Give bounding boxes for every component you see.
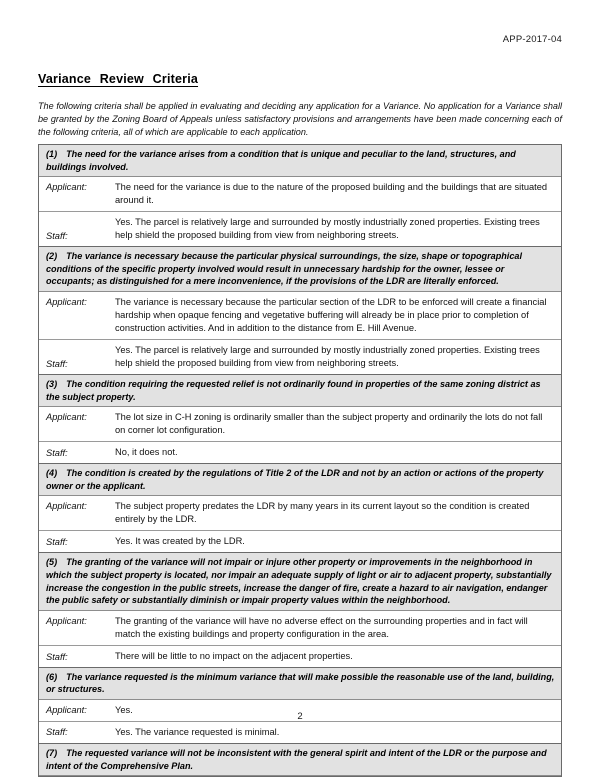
response-label-applicant: Applicant: (46, 412, 87, 423)
response-row-applicant (39, 407, 561, 442)
response-label-staff: Staff: (46, 231, 68, 242)
criterion-number: (2) (46, 251, 58, 262)
criterion-heading (39, 668, 561, 700)
criterion-block (39, 247, 561, 375)
response-text-staff: Yes. The parcel is relatively large and surrounded by mostly industrially zoned properties. Existing trees help shield the proposed building from view from neighboring streets. (115, 217, 540, 241)
response-label-staff: Staff: (46, 726, 68, 737)
criterion-block (39, 145, 561, 247)
response-row-staff (39, 212, 561, 246)
criterion-block (39, 553, 561, 667)
response-label-applicant: Applicant: (46, 704, 87, 715)
response-label-applicant: Applicant: (46, 296, 87, 307)
criterion-block (39, 668, 561, 744)
response-text-staff: Yes. The parcel is relatively large and surrounded by mostly industrially zoned properties. Existing trees help shield the proposed building from view from neighboring streets. (115, 344, 540, 368)
response-row-applicant (39, 496, 561, 531)
criterion-text: The variance is necessary because the particular physical surroundings, the size, shape or topographical conditions of the specific property involved would result in unnecessary hardship for the owner, lessee or occupants; as distinguished for a mere inconvenience, if the provisions of the LDR are literally enforced. (46, 251, 522, 287)
page-title: Variance Review Criteria (38, 72, 199, 86)
response-row-staff (39, 646, 561, 667)
criterion-block (39, 744, 561, 777)
criterion-text: The condition requiring the requested relief is not ordinarily found in properties of the same zoning district as the subject property. (46, 378, 541, 402)
response-label-applicant: Applicant: (46, 501, 87, 512)
criterion-number: (5) (46, 557, 58, 568)
response-label-applicant: Applicant: (46, 615, 87, 626)
response-label-staff: Staff: (46, 651, 68, 662)
response-text-applicant: The variance is necessary because the particular section of the LDR to be enforced will create a financial hardship when opaque fencing and vegetative buffering will already be in place prior to completion of construction activities. And in addition to the distance from E. Hill Avenue. (115, 296, 547, 333)
response-text-staff: There will be little to no impact on the adjacent properties. (115, 650, 353, 661)
response-row-staff (39, 722, 561, 743)
criterion-text: The granting of the variance will not impair or injure other property or improvements in the neighborhood in which the subject property is located, nor impair an adequate supply of light or air to adjacent property, substantially increase the congestion in the public streets, increase the danger of fire, create a hazard to air navigation, endanger the public safety or substantially diminish or impair property values within the neighborhood. (46, 557, 552, 606)
criterion-text: The need for the variance arises from a condition that is unique and peculiar to the land, structures, and buildings involved. (46, 149, 516, 172)
response-label-staff: Staff: (46, 358, 68, 369)
response-label-staff: Staff: (46, 537, 68, 548)
criterion-heading (39, 145, 561, 177)
response-row-staff (39, 442, 561, 463)
criterion-heading (39, 247, 561, 292)
criterion-heading (39, 553, 561, 610)
response-text-applicant: Yes. (115, 704, 133, 715)
intro-paragraph: The following criteria shall be applied in evaluating and deciding any application for a Variance. No application for a Variance shall be granted by the Zoning Board of Appeals unless satisfactory provisions and arrangements have been made concerning each of the following criteria, all of which are applicable to each application. (38, 101, 562, 138)
response-text-staff: No, it does not. (115, 447, 178, 458)
response-row-staff (39, 531, 561, 552)
response-text-staff: Yes. It was created by the LDR. (115, 536, 245, 547)
criterion-text: The requested variance will not be inconsistent with the general spirit and intent of the LDR or the purpose and intent of the Comprehensive Plan. (46, 747, 547, 771)
criterion-number: (6) (46, 671, 58, 682)
response-text-applicant: The granting of the variance will have no adverse effect on the surrounding properties and in fact will match the existing buildings and property configuration in the area. (115, 615, 528, 639)
criterion-heading (39, 464, 561, 496)
criterion-heading (39, 375, 561, 407)
response-text-staff: Yes. The variance requested is minimal. (115, 726, 280, 737)
criterion-number: (7) (46, 747, 58, 758)
response-row-staff (39, 340, 561, 374)
response-row-applicant (39, 611, 561, 646)
response-text-applicant: The need for the variance is due to the nature of the proposed building and the buildings that are situated around it. (115, 182, 548, 206)
criterion-number: (1) (46, 149, 58, 159)
criterion-number: (4) (46, 468, 58, 479)
document-id-header: APP-2017-04 (502, 34, 562, 45)
response-label-staff: Staff: (46, 448, 68, 459)
criteria-table (38, 144, 562, 777)
criterion-heading (39, 744, 561, 776)
response-row-applicant (39, 292, 561, 340)
response-label-applicant: Applicant: (46, 182, 87, 193)
response-text-applicant: The lot size in C-H zoning is ordinarily smaller than the subject property and ordinarily the lots do not fall on corner lot configuration. (115, 412, 543, 436)
criterion-number: (3) (46, 378, 58, 389)
page-number: 2 (297, 711, 303, 722)
criterion-block (39, 464, 561, 553)
criterion-text: The variance requested is the minimum variance that will make possible the reasonable use of the land, building, or structures. (46, 671, 555, 695)
response-text-applicant: The subject property predates the LDR by many years in its current layout so the condition is created entirely by the LDR. (115, 501, 530, 525)
response-row-applicant (39, 177, 561, 212)
criterion-block (39, 375, 561, 464)
criterion-text: The condition is created by the regulations of Title 2 of the LDR and not by an action or actions of the property owner or the applicant. (46, 468, 544, 491)
